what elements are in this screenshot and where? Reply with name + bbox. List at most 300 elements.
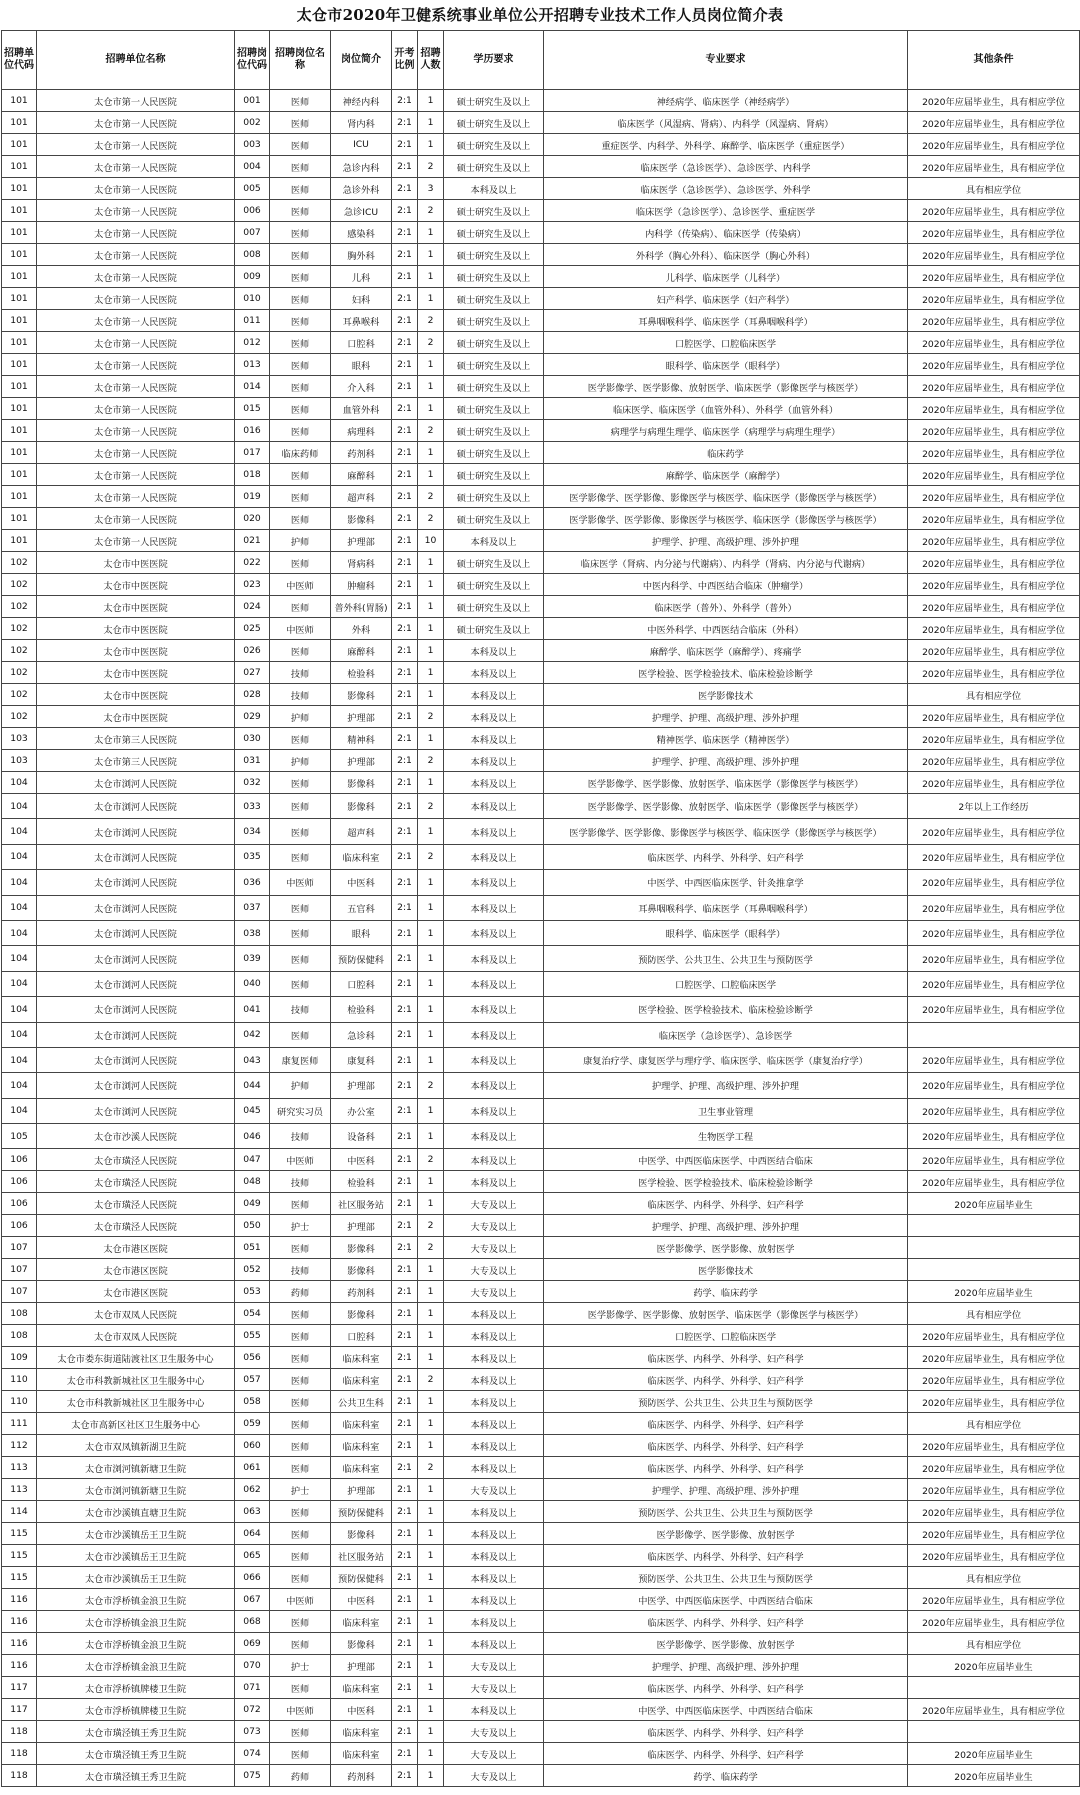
position-brief-cell: 妇科 [331,288,392,310]
headcount-cell: 1 [418,618,444,640]
other-conditions-cell: 2020年应届毕业生，具有相应学位 [908,464,1080,486]
table-row [2,920,1080,945]
position-brief-cell: 眼科 [331,354,392,376]
headcount-cell: 1 [418,1124,444,1149]
other-conditions-cell: 2020年应届毕业生，具有相应学位 [908,728,1080,750]
position-name-cell: 医师 [270,1369,331,1391]
position-brief-cell: 社区服务站 [331,1193,392,1215]
position-code-cell: 022 [235,552,270,574]
position-name-cell: 医师 [270,1325,331,1347]
major-cell: 医学影像学、医学影像、影像医学与核医学、临床医学（影像医学与核医学） [544,486,908,508]
table-row [2,486,1080,508]
position-brief-cell: 口腔科 [331,1325,392,1347]
other-conditions-cell: 2020年应届毕业生，具有相应学位 [908,706,1080,728]
position-brief-cell: 急诊科 [331,1022,392,1047]
exam-ratio-cell: 2:1 [392,870,418,895]
table-row [2,552,1080,574]
exam-ratio-cell: 2:1 [392,794,418,819]
position-brief-cell: 公共卫生科 [331,1391,392,1413]
table-row [2,596,1080,618]
headcount-cell: 1 [418,640,444,662]
unit-name-cell: 太仓市第一人民医院 [37,530,235,552]
other-conditions-cell: 2020年应届毕业生，具有相应学位 [908,920,1080,945]
other-conditions-cell [908,1215,1080,1237]
unit-code-cell: 107 [2,1237,37,1259]
headcount-cell: 2 [418,1457,444,1479]
unit-name-cell: 太仓市双凤人民医院 [37,1325,235,1347]
other-conditions-cell: 2020年应届毕业生，具有相应学位 [908,376,1080,398]
position-name-cell: 医师 [270,376,331,398]
position-brief-header: 岗位简介 [331,31,392,90]
unit-code-cell: 118 [2,1743,37,1765]
unit-code-cell: 114 [2,1501,37,1523]
education-cell: 大专及以上 [444,1765,544,1787]
exam-ratio-cell: 2:1 [392,1022,418,1047]
exam-ratio-cell: 2:1 [392,1743,418,1765]
unit-code-cell: 102 [2,552,37,574]
other-conditions-cell: 2020年应届毕业生，具有相应学位 [908,596,1080,618]
education-cell: 硕士研究生及以上 [444,574,544,596]
position-brief-cell: 精神科 [331,728,392,750]
position-brief-cell: 儿科 [331,266,392,288]
position-name-cell: 医师 [270,819,331,844]
major-cell: 医学影像学、医学影像、放射医学、临床医学（影像医学与核医学） [544,1303,908,1325]
position-name-cell: 医师 [270,1545,331,1567]
headcount-cell: 10 [418,530,444,552]
major-cell: 中医学、中西医临床医学、针灸推拿学 [544,870,908,895]
position-name-cell: 医师 [270,134,331,156]
education-cell: 本科及以上 [444,1391,544,1413]
position-name-cell: 医师 [270,178,331,200]
major-cell: 临床医学（急诊医学）、急诊医学、外科学 [544,178,908,200]
exam-ratio-cell: 2:1 [392,266,418,288]
position-code-cell: 046 [235,1124,270,1149]
other-conditions-cell: 具有相应学位 [908,1413,1080,1435]
unit-code-cell: 104 [2,971,37,996]
position-brief-cell: 护理部 [331,1655,392,1677]
position-name-cell: 技师 [270,662,331,684]
table-row [2,134,1080,156]
exam-ratio-cell: 2:1 [392,596,418,618]
exam-ratio-cell: 2:1 [392,464,418,486]
position-brief-cell: 临床科室 [331,1743,392,1765]
major-cell: 生物医学工程 [544,1124,908,1149]
headcount-cell: 1 [418,112,444,134]
position-code-cell: 047 [235,1149,270,1171]
education-cell: 本科及以上 [444,706,544,728]
position-brief-cell: 急诊ICU [331,200,392,222]
education-cell: 硕士研究生及以上 [444,156,544,178]
unit-code-cell: 101 [2,200,37,222]
position-code-cell: 010 [235,288,270,310]
position-name-cell: 康复医师 [270,1047,331,1072]
major-cell: 眼科学、临床医学（眼科学） [544,354,908,376]
unit-name-cell: 太仓市第一人民医院 [37,398,235,420]
major-cell: 临床医学（急诊医学）、急诊医学 [544,1022,908,1047]
unit-name-cell: 太仓市浏河人民医院 [37,772,235,794]
major-cell: 口腔医学、口腔临床医学 [544,1325,908,1347]
position-brief-cell: 胸外科 [331,244,392,266]
position-name-cell: 医师 [270,596,331,618]
position-name-cell: 医师 [270,1237,331,1259]
major-cell: 护理学、护理、高级护理、涉外护理 [544,706,908,728]
exam-ratio-cell: 2:1 [392,288,418,310]
table-row [2,1611,1080,1633]
position-name-cell: 医师 [270,1677,331,1699]
exam-ratio-cell: 2:1 [392,662,418,684]
table-row [2,288,1080,310]
other-conditions-cell: 2020年应届毕业生，具有相应学位 [908,222,1080,244]
position-code-cell: 050 [235,1215,270,1237]
major-cell: 眼科学、临床医学（眼科学） [544,920,908,945]
table-row [2,1567,1080,1589]
other-conditions-cell: 2020年应届毕业生，具有相应学位 [908,1457,1080,1479]
major-cell: 神经病学、临床医学（神经病学） [544,90,908,112]
education-cell: 大专及以上 [444,1677,544,1699]
major-cell: 护理学、护理、高级护理、涉外护理 [544,1073,908,1098]
position-brief-cell: 预防保健科 [331,1567,392,1589]
major-cell: 临床医学（急诊医学）、急诊医学、内科学 [544,156,908,178]
exam-ratio-cell: 2:1 [392,772,418,794]
position-code-cell: 019 [235,486,270,508]
education-cell: 本科及以上 [444,870,544,895]
position-brief-cell: 临床科室 [331,1611,392,1633]
major-cell: 临床医学、内科学、外科学、妇产科学 [544,1347,908,1369]
other-conditions-cell: 2020年应届毕业生，具有相应学位 [908,508,1080,530]
education-cell: 硕士研究生及以上 [444,596,544,618]
table-row [2,1215,1080,1237]
table-row [2,1457,1080,1479]
major-cell: 卫生事业管理 [544,1098,908,1123]
education-cell: 本科及以上 [444,1073,544,1098]
other-conditions-cell: 具有相应学位 [908,1633,1080,1655]
unit-name-cell: 太仓市第一人民医院 [37,420,235,442]
unit-code-cell: 104 [2,1047,37,1072]
table-row [2,1303,1080,1325]
major-cell: 护理学、护理、高级护理、涉外护理 [544,1479,908,1501]
unit-code-cell: 101 [2,332,37,354]
other-conditions-cell [908,1259,1080,1281]
education-cell: 大专及以上 [444,1721,544,1743]
exam-ratio-cell: 2:1 [392,728,418,750]
position-code-cell: 067 [235,1589,270,1611]
unit-code-cell: 102 [2,706,37,728]
position-brief-cell: 影像科 [331,1633,392,1655]
exam-ratio-cell: 2:1 [392,112,418,134]
other-conditions-cell: 2020年应届毕业生，具有相应学位 [908,844,1080,869]
headcount-cell: 1 [418,1022,444,1047]
position-code-header: 招聘岗位代码 [235,31,270,90]
headcount-cell: 2 [418,200,444,222]
position-code-cell: 062 [235,1479,270,1501]
unit-code-cell: 116 [2,1589,37,1611]
major-cell: 临床医学（肾病、内分泌与代谢病）、内科学（肾病、内分泌与代谢病） [544,552,908,574]
unit-code-cell: 106 [2,1193,37,1215]
education-cell: 硕士研究生及以上 [444,90,544,112]
education-cell: 本科及以上 [444,1633,544,1655]
exam-ratio-cell: 2:1 [392,1523,418,1545]
unit-name-cell: 太仓市浏河人民医院 [37,844,235,869]
major-cell: 临床医学、内科学、外科学、妇产科学 [544,1611,908,1633]
position-brief-cell: 临床科室 [331,1457,392,1479]
headcount-cell: 1 [418,1171,444,1193]
exam-ratio-cell: 2:1 [392,1171,418,1193]
position-code-cell: 049 [235,1193,270,1215]
unit-code-cell: 104 [2,870,37,895]
position-code-cell: 038 [235,920,270,945]
exam-ratio-cell: 2:1 [392,420,418,442]
position-code-cell: 039 [235,946,270,971]
major-cell: 医学影像学、医学影像、放射医学、临床医学（影像医学与核医学） [544,376,908,398]
position-brief-cell: 康复科 [331,1047,392,1072]
major-cell: 口腔医学、口腔临床医学 [544,971,908,996]
table-row [2,1677,1080,1699]
unit-code-cell: 102 [2,684,37,706]
position-name-cell: 护师 [270,530,331,552]
education-cell: 本科及以上 [444,530,544,552]
exam-ratio-cell: 2:1 [392,310,418,332]
other-conditions-cell: 2020年应届毕业生，具有相应学位 [908,552,1080,574]
education-cell: 本科及以上 [444,946,544,971]
headcount-cell: 1 [418,1567,444,1589]
unit-name-cell: 太仓市第一人民医院 [37,156,235,178]
unit-code-cell: 102 [2,640,37,662]
table-row [2,1523,1080,1545]
other-conditions-cell: 2020年应届毕业生，具有相应学位 [908,971,1080,996]
other-conditions-cell: 2020年应届毕业生，具有相应学位 [908,442,1080,464]
table-row [2,1721,1080,1743]
exam-ratio-cell: 2:1 [392,1303,418,1325]
education-cell: 本科及以上 [444,1611,544,1633]
table-row [2,112,1080,134]
education-cell: 本科及以上 [444,750,544,772]
other-conditions-cell: 2020年应届毕业生，具有相应学位 [908,332,1080,354]
position-code-cell: 002 [235,112,270,134]
unit-code-cell: 102 [2,662,37,684]
education-cell: 硕士研究生及以上 [444,354,544,376]
headcount-cell: 1 [418,895,444,920]
position-name-cell: 技师 [270,1171,331,1193]
position-name-cell: 中医师 [270,618,331,640]
position-code-cell: 005 [235,178,270,200]
education-cell: 本科及以上 [444,997,544,1022]
other-conditions-cell: 2020年应届毕业生，具有相应学位 [908,574,1080,596]
major-cell: 医学影像学、医学影像、放射医学 [544,1523,908,1545]
education-cell: 本科及以上 [444,920,544,945]
exam-ratio-cell: 2:1 [392,1677,418,1699]
position-code-cell: 025 [235,618,270,640]
exam-ratio-cell: 2:1 [392,90,418,112]
major-cell: 医学影像技术 [544,1259,908,1281]
other-conditions-cell: 2020年应届毕业生，具有相应学位 [908,618,1080,640]
unit-name-cell: 太仓市第三人民医院 [37,750,235,772]
exam-ratio-cell: 2:1 [392,354,418,376]
unit-name-cell: 太仓市第一人民医院 [37,376,235,398]
table-row [2,178,1080,200]
unit-name-cell: 太仓市第一人民医院 [37,244,235,266]
unit-code-cell: 108 [2,1325,37,1347]
position-name-cell: 中医师 [270,574,331,596]
unit-code-cell: 108 [2,1303,37,1325]
position-name-cell: 医师 [270,640,331,662]
headcount-cell: 1 [418,1699,444,1721]
table-row [2,332,1080,354]
major-cell: 临床医学（普外）、外科学（普外） [544,596,908,618]
position-code-cell: 072 [235,1699,270,1721]
headcount-cell: 1 [418,684,444,706]
headcount-cell: 2 [418,332,444,354]
table-row [2,640,1080,662]
exam-ratio-cell: 2:1 [392,706,418,728]
education-cell: 大专及以上 [444,1655,544,1677]
position-name-cell: 医师 [270,486,331,508]
exam-ratio-header: 开考比例 [392,31,418,90]
unit-code-cell: 104 [2,895,37,920]
education-cell: 大专及以上 [444,1281,544,1303]
headcount-cell: 1 [418,1589,444,1611]
exam-ratio-cell: 2:1 [392,1347,418,1369]
exam-ratio-cell: 2:1 [392,946,418,971]
unit-code-cell: 102 [2,574,37,596]
exam-ratio-cell: 2:1 [392,1765,418,1787]
position-name-cell: 医师 [270,332,331,354]
education-cell: 本科及以上 [444,1523,544,1545]
education-cell: 大专及以上 [444,1259,544,1281]
position-brief-cell: 外科 [331,618,392,640]
headcount-cell: 1 [418,222,444,244]
other-conditions-cell: 2020年应届毕业生，具有相应学位 [908,90,1080,112]
headcount-cell: 1 [418,1545,444,1567]
table-row [2,376,1080,398]
table-row [2,728,1080,750]
table-row [2,618,1080,640]
major-cell: 耳鼻咽喉科学、临床医学（耳鼻咽喉科学） [544,895,908,920]
exam-ratio-cell: 2:1 [392,1567,418,1589]
exam-ratio-cell: 2:1 [392,1369,418,1391]
position-code-cell: 003 [235,134,270,156]
unit-code-cell: 106 [2,1215,37,1237]
other-conditions-cell: 2020年应届毕业生，具有相应学位 [908,112,1080,134]
unit-name-cell: 太仓市双凤镇新湖卫生院 [37,1435,235,1457]
education-cell: 大专及以上 [444,1479,544,1501]
position-name-cell: 医师 [270,1413,331,1435]
position-code-cell: 018 [235,464,270,486]
position-name-cell: 医师 [270,200,331,222]
headcount-cell: 1 [418,1721,444,1743]
unit-name-cell: 太仓市双凤人民医院 [37,1303,235,1325]
position-name-cell: 医师 [270,1022,331,1047]
unit-name-cell: 太仓市第一人民医院 [37,486,235,508]
position-code-cell: 042 [235,1022,270,1047]
major-cell: 预防医学、公共卫生、公共卫生与预防医学 [544,1391,908,1413]
headcount-cell: 1 [418,1677,444,1699]
major-cell: 临床医学、内科学、外科学、妇产科学 [544,1435,908,1457]
education-cell: 本科及以上 [444,895,544,920]
unit-name-cell: 太仓市中医医院 [37,640,235,662]
table-row [2,750,1080,772]
position-brief-cell: 五官科 [331,895,392,920]
position-brief-cell: 神经内科 [331,90,392,112]
table-row [2,1259,1080,1281]
position-brief-cell: 社区服务站 [331,1545,392,1567]
other-conditions-cell: 2020年应届毕业生，具有相应学位 [908,1047,1080,1072]
major-cell: 医学检验、医学检验技术、临床检验诊断学 [544,662,908,684]
unit-name-cell: 太仓市浮桥镇牌楼卫生院 [37,1677,235,1699]
headcount-cell: 1 [418,1193,444,1215]
position-brief-cell: 超声科 [331,486,392,508]
headcount-cell: 1 [418,1391,444,1413]
position-name-cell: 医师 [270,844,331,869]
major-cell: 临床医学、内科学、外科学、妇产科学 [544,1721,908,1743]
headcount-cell: 1 [418,971,444,996]
table-row [2,420,1080,442]
job-positions-table [1,30,1080,1787]
position-code-cell: 028 [235,684,270,706]
other-conditions-cell: 2020年应届毕业生，具有相应学位 [908,1699,1080,1721]
position-code-cell: 059 [235,1413,270,1435]
unit-code-cell: 104 [2,946,37,971]
major-cell: 医学影像学、医学影像、放射医学、临床医学（影像医学与核医学） [544,794,908,819]
unit-code-cell: 101 [2,530,37,552]
header-row [2,31,1080,90]
education-cell: 硕士研究生及以上 [444,112,544,134]
unit-name-cell: 太仓市浏河人民医院 [37,819,235,844]
education-cell: 本科及以上 [444,728,544,750]
position-name-cell: 医师 [270,1611,331,1633]
exam-ratio-cell: 2:1 [392,398,418,420]
exam-ratio-cell: 2:1 [392,1589,418,1611]
position-name-cell: 医师 [270,244,331,266]
position-brief-cell: 预防保健科 [331,1501,392,1523]
major-cell: 中医学、中西医临床医学、中西医结合临床 [544,1589,908,1611]
unit-name-cell: 太仓市第一人民医院 [37,442,235,464]
unit-name-cell: 太仓市第一人民医院 [37,134,235,156]
position-code-cell: 006 [235,200,270,222]
education-cell: 本科及以上 [444,640,544,662]
unit-code-cell: 107 [2,1259,37,1281]
headcount-cell: 1 [418,288,444,310]
position-code-cell: 055 [235,1325,270,1347]
unit-code-cell: 117 [2,1677,37,1699]
position-code-cell: 017 [235,442,270,464]
position-code-cell: 033 [235,794,270,819]
other-conditions-cell [908,1677,1080,1699]
other-conditions-cell: 2020年应届毕业生 [908,1655,1080,1677]
unit-name-cell: 太仓市中医医院 [37,618,235,640]
unit-name-cell: 太仓市沙溪镇岳王卫生院 [37,1523,235,1545]
unit-code-cell: 115 [2,1567,37,1589]
unit-name-cell: 太仓市高新区社区卫生服务中心 [37,1413,235,1435]
other-conditions-cell: 2020年应届毕业生，具有相应学位 [908,1435,1080,1457]
other-conditions-cell: 具有相应学位 [908,178,1080,200]
document-title: 太仓市2020年卫健系统事业单位公开招聘专业技术工作人员岗位简介表 [296,6,784,24]
major-cell: 重症医学、内科学、外科学、麻醉学、临床医学（重症医学） [544,134,908,156]
other-conditions-cell: 2020年应届毕业生，具有相应学位 [908,1589,1080,1611]
education-cell: 本科及以上 [444,1347,544,1369]
education-cell: 硕士研究生及以上 [444,266,544,288]
table-row [2,772,1080,794]
education-cell: 本科及以上 [444,1545,544,1567]
headcount-cell: 1 [418,819,444,844]
unit-code-cell: 110 [2,1391,37,1413]
position-name-cell: 医师 [270,1501,331,1523]
position-brief-cell: 介入科 [331,376,392,398]
headcount-cell: 1 [418,376,444,398]
major-cell: 中医内科学、中西医结合临床（肿瘤学） [544,574,908,596]
position-name-cell: 技师 [270,684,331,706]
other-conditions-cell: 2020年应届毕业生，具有相应学位 [908,997,1080,1022]
unit-code-cell: 101 [2,244,37,266]
